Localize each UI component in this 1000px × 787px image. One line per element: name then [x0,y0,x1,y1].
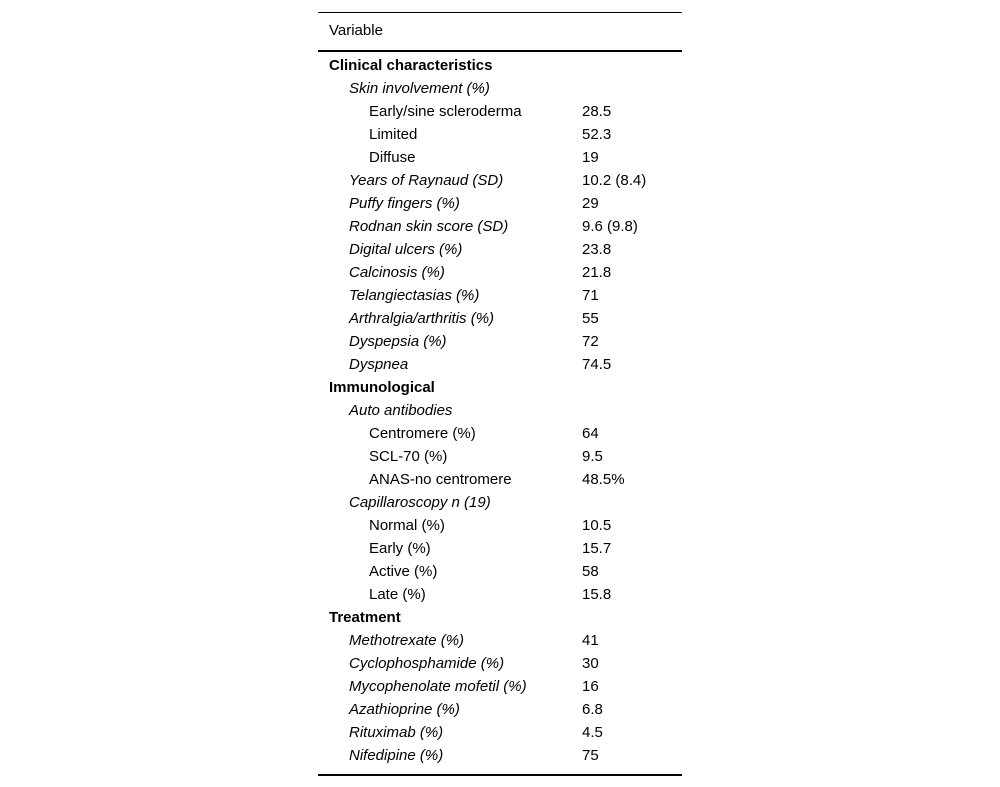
row-value: 9.6 (9.8) [582,218,638,235]
row-value: 9.5 [582,448,603,465]
table-row [318,307,682,330]
table-row [318,376,682,399]
row-label: Arthralgia/arthritis (%) [349,310,495,327]
row-value: 10.5 [582,517,612,534]
row-label: Years of Raynaud (SD) [349,172,504,189]
table-row [318,77,682,100]
row-value: 29 [582,195,599,212]
table-row [318,238,682,261]
row-label: Mycophenolate mofetil (%) [349,678,527,695]
row-label: Telangiectasias (%) [349,287,480,304]
table-row [318,721,682,744]
row-value: 21.8 [582,264,612,281]
table-row [318,675,682,698]
row-label: Cyclophosphamide (%) [349,655,505,672]
table-row [318,146,682,169]
row-value: 48.5% [582,471,625,488]
row-value: 10.2 (8.4) [582,172,647,189]
table-row [318,560,682,583]
row-label: Skin involvement (%) [349,80,490,97]
row-value: 55 [582,310,599,327]
row-value: 4.5 [582,724,603,741]
row-label: Dyspepsia (%) [349,333,447,350]
table-row [318,123,682,146]
row-label: Rodnan skin score (SD) [349,218,509,235]
row-label: Puffy fingers (%) [349,195,460,212]
table-row [318,652,682,675]
row-label: Early/sine scleroderma [369,103,522,120]
row-value: 28.5 [582,103,612,120]
table-row [318,514,682,537]
row-value: 19 [582,149,599,166]
table-row [318,445,682,468]
row-value: 15.7 [582,540,612,557]
table-row [318,261,682,284]
table-row [318,330,682,353]
table-header-variable: Variable [318,12,682,52]
row-value: 16 [582,678,599,695]
row-label: Diffuse [369,149,416,166]
row-value: 6.8 [582,701,603,718]
row-label: SCL-70 (%) [369,448,448,465]
row-label: Auto antibodies [349,402,453,419]
table-row [318,537,682,560]
table-row [318,100,682,123]
table-row [318,422,682,445]
row-value: 75 [582,747,599,764]
table-row [318,169,682,192]
table-row [318,399,682,422]
table-row [318,491,682,514]
row-label: Treatment [329,609,401,626]
row-label: ANAS-no centromere [369,471,512,488]
row-label: Centromere (%) [369,425,476,442]
table-row [318,629,682,652]
table-row [318,215,682,238]
row-value: 72 [582,333,599,350]
row-value: 23.8 [582,241,612,258]
table-body [318,52,682,776]
row-label: Late (%) [369,586,426,603]
paper-table [318,12,682,776]
table-row [318,192,682,215]
row-label: Dyspnea [349,356,409,373]
row-label: Immunological [329,379,435,396]
row-label: Azathioprine (%) [349,701,460,718]
table-row [318,54,682,77]
table-row [318,284,682,307]
row-value: 71 [582,287,599,304]
row-value: 64 [582,425,599,442]
row-label: Active (%) [369,563,438,580]
row-label: Rituximab (%) [349,724,444,741]
row-label: Capillaroscopy n (19) [349,494,491,511]
row-value: 41 [582,632,599,649]
row-label: Calcinosis (%) [349,264,445,281]
row-value: 74.5 [582,356,612,373]
row-value: 30 [582,655,599,672]
table-row [318,468,682,491]
table-row [318,698,682,721]
row-value: 58 [582,563,599,580]
row-label: Methotrexate (%) [349,632,465,649]
table-row [318,353,682,376]
row-value: 15.8 [582,586,612,603]
table-row [318,583,682,606]
table-row [318,744,682,767]
row-value: 52.3 [582,126,612,143]
table-row [318,606,682,629]
row-label: Clinical characteristics [329,57,493,74]
row-label: Digital ulcers (%) [349,241,463,258]
row-label: Early (%) [369,540,431,557]
row-label: Normal (%) [369,517,445,534]
row-label: Nifedipine (%) [349,747,444,764]
row-label: Limited [369,126,418,143]
